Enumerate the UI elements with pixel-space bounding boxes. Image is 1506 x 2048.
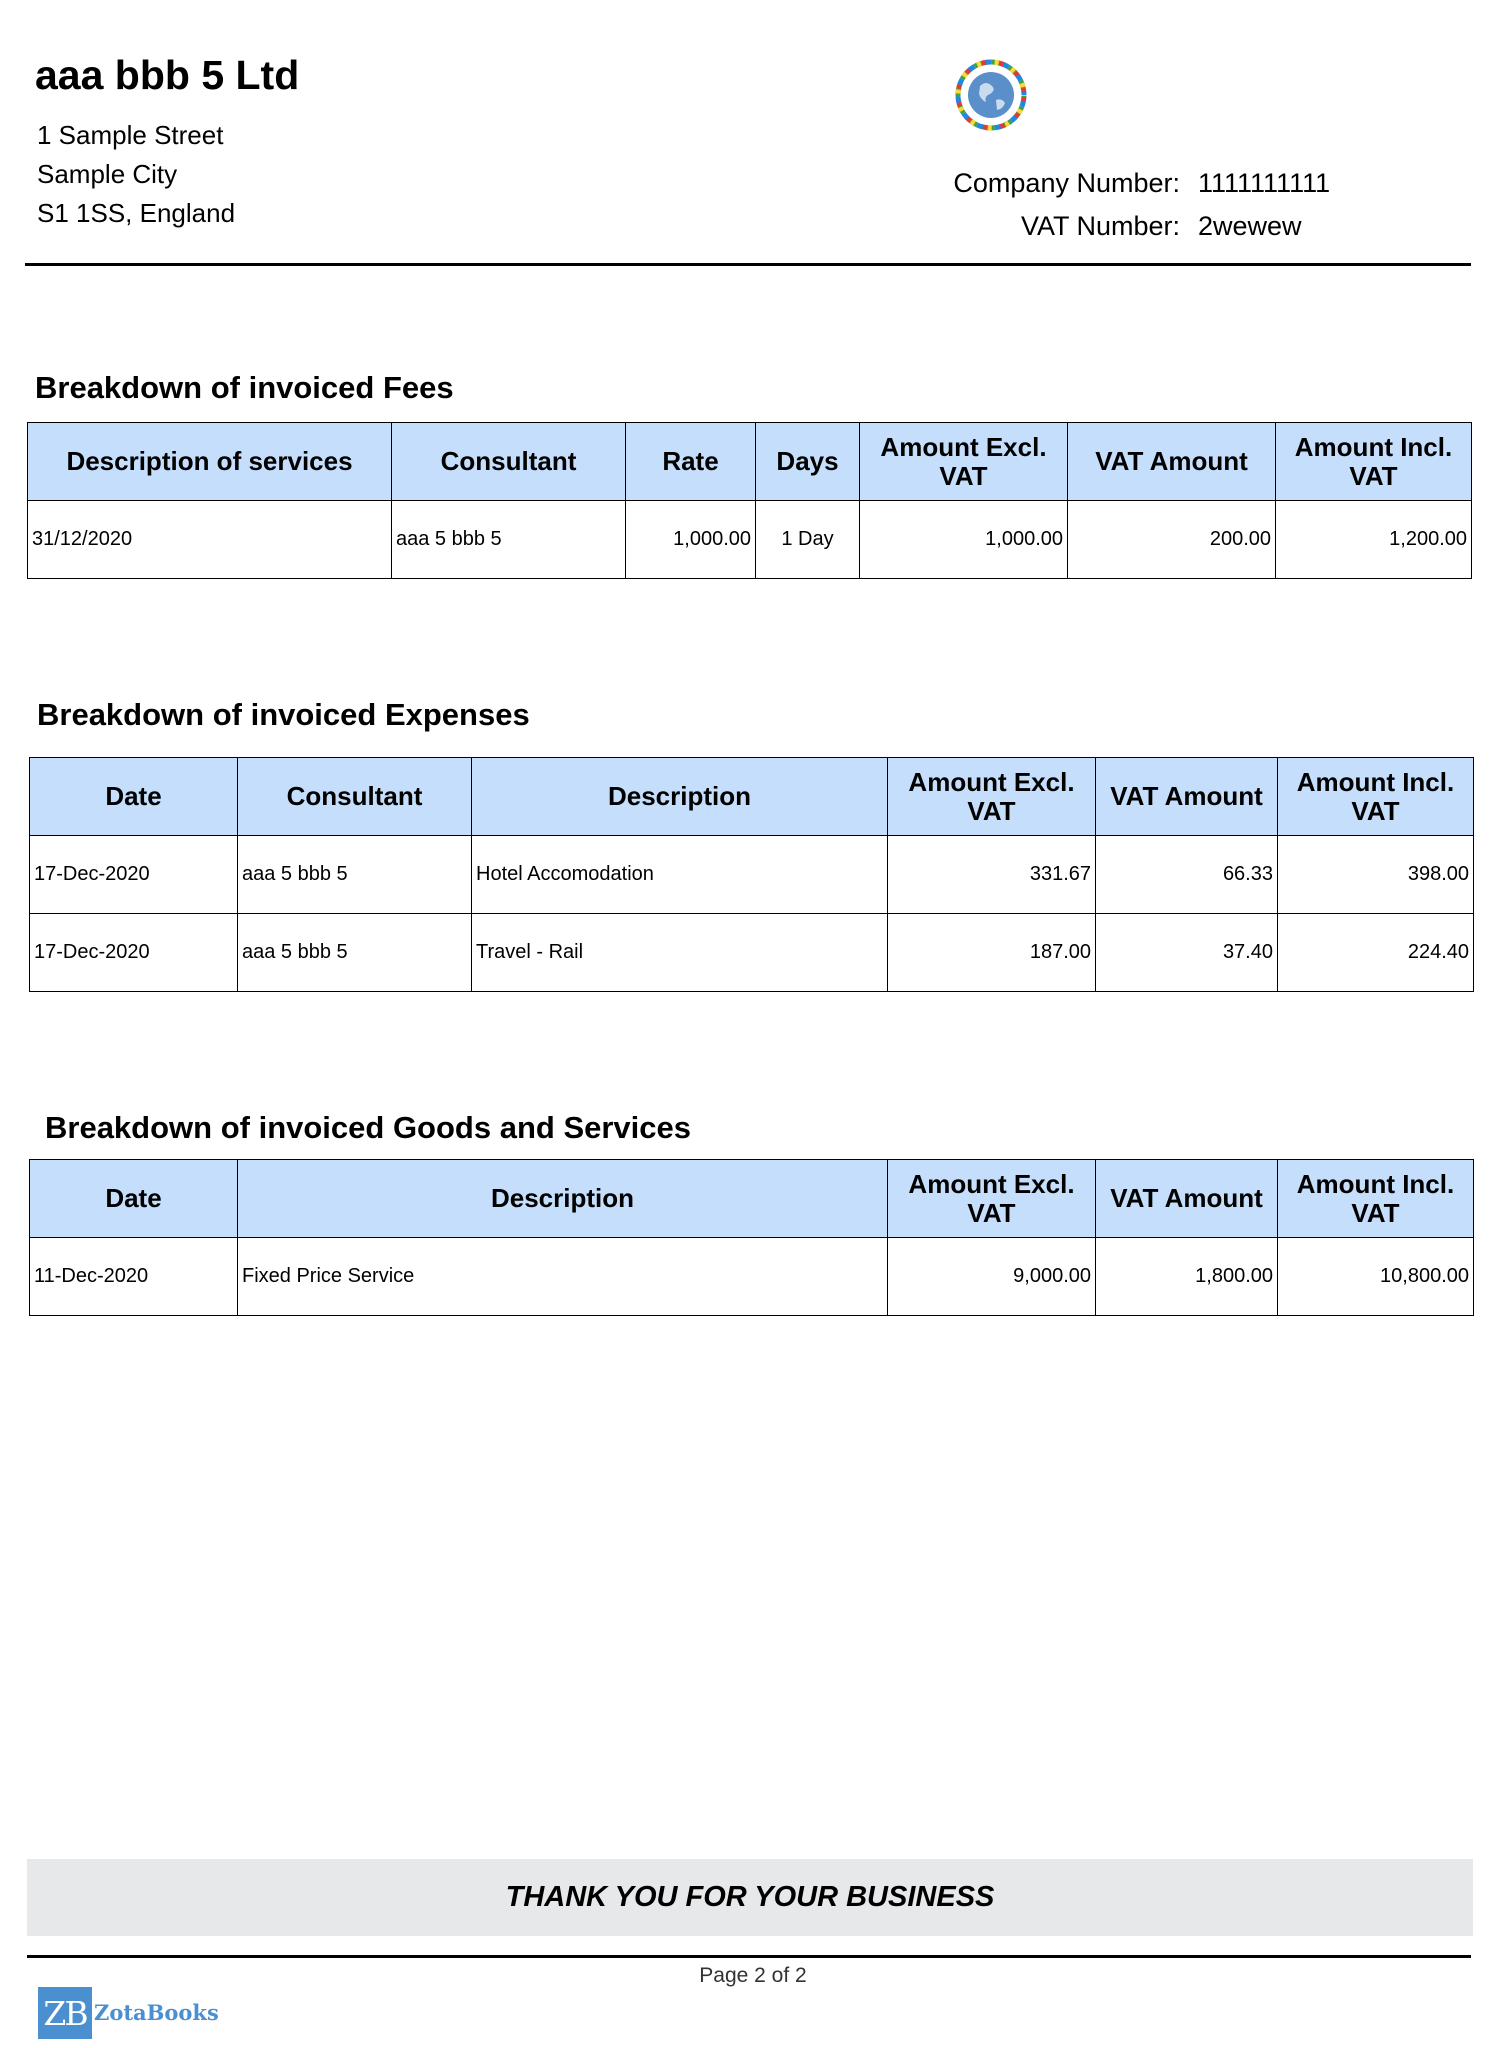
expenses-title: Breakdown of invoiced Expenses	[37, 697, 530, 732]
goods-title: Breakdown of invoiced Goods and Services	[45, 1110, 692, 1145]
expenses-cell-description: Hotel Accomodation	[472, 836, 888, 914]
fees-cell-amount-excl: 1,000.00	[860, 501, 1068, 579]
fees-col-consultant: Consultant	[392, 423, 626, 501]
header-divider	[25, 263, 1471, 266]
thank-you-text: THANK YOU FOR YOUR BUSINESS	[505, 1881, 995, 1913]
address-line-2: Sample City	[37, 159, 178, 189]
expenses-cell-date: 17-Dec-2020	[30, 914, 238, 992]
fees-col-vat: VAT Amount	[1068, 423, 1276, 501]
fees-cell-rate: 1,000.00	[626, 501, 756, 579]
table-row	[30, 836, 1474, 914]
globe-logo-icon	[952, 56, 1030, 134]
thank-you-banner	[27, 1859, 1473, 1936]
goods-col-amount-excl: Amount Excl. VAT	[888, 1160, 1096, 1238]
table-row	[30, 914, 1474, 992]
goods-cell-amount-excl: 9,000.00	[888, 1238, 1096, 1316]
expenses-cell-vat: 37.40	[1096, 914, 1278, 992]
expenses-cell-vat: 66.33	[1096, 836, 1278, 914]
expenses-cell-description: Travel - Rail	[472, 914, 888, 992]
goods-col-description: Description	[238, 1160, 888, 1238]
expenses-header-row	[30, 758, 1474, 836]
expenses-col-vat: VAT Amount	[1096, 758, 1278, 836]
goods-table	[29, 1159, 1474, 1316]
fees-col-rate: Rate	[626, 423, 756, 501]
expenses-cell-consultant: aaa 5 bbb 5	[238, 836, 472, 914]
goods-cell-amount-incl: 10,800.00	[1278, 1238, 1474, 1316]
fees-cell-description: 31/12/2020	[28, 501, 392, 579]
zotabooks-logo-icon: ZB	[38, 1987, 92, 2039]
fees-cell-consultant: aaa 5 bbb 5	[392, 501, 626, 579]
expenses-cell-amount-incl: 398.00	[1278, 836, 1474, 914]
fees-col-days: Days	[756, 423, 860, 501]
goods-cell-date: 11-Dec-2020	[30, 1238, 238, 1316]
fees-title: Breakdown of invoiced Fees	[35, 370, 454, 405]
table-row	[30, 1238, 1474, 1316]
address-line-1: 1 Sample Street	[37, 120, 224, 150]
goods-cell-vat: 1,800.00	[1096, 1238, 1278, 1316]
company-name: aaa bbb 5 Ltd	[35, 52, 300, 98]
zotabooks-brand-name: ZotaBooks	[94, 2000, 219, 2025]
expenses-cell-date: 17-Dec-2020	[30, 836, 238, 914]
fees-header-row	[28, 423, 1472, 501]
fees-col-amount-excl: Amount Excl. VAT	[860, 423, 1068, 501]
goods-col-vat: VAT Amount	[1096, 1160, 1278, 1238]
expenses-col-amount-excl: Amount Excl. VAT	[888, 758, 1096, 836]
table-row	[28, 501, 1472, 579]
expenses-table	[29, 757, 1474, 992]
expenses-cell-amount-incl: 224.40	[1278, 914, 1474, 992]
fees-table	[27, 422, 1472, 579]
fees-cell-days: 1 Day	[756, 501, 860, 579]
fees-col-description: Description of services	[28, 423, 392, 501]
expenses-cell-amount-excl: 331.67	[888, 836, 1096, 914]
goods-col-date: Date	[30, 1160, 238, 1238]
expenses-col-consultant: Consultant	[238, 758, 472, 836]
company-number-value: 1111111111	[1198, 168, 1331, 198]
vat-number-label: VAT Number:	[1020, 211, 1180, 241]
company-number-label: Company Number:	[953, 168, 1180, 198]
goods-header-row	[30, 1160, 1474, 1238]
expenses-col-amount-incl: Amount Incl. VAT	[1278, 758, 1474, 836]
footer-divider	[27, 1955, 1471, 1958]
expenses-cell-amount-excl: 187.00	[888, 914, 1096, 992]
expenses-cell-consultant: aaa 5 bbb 5	[238, 914, 472, 992]
goods-col-amount-incl: Amount Incl. VAT	[1278, 1160, 1474, 1238]
fees-cell-vat: 200.00	[1068, 501, 1276, 579]
fees-cell-amount-incl: 1,200.00	[1276, 501, 1472, 579]
expenses-col-date: Date	[30, 758, 238, 836]
vat-number-value: 2wewew	[1198, 211, 1302, 241]
page-number: Page 2 of 2	[699, 1964, 807, 1987]
goods-cell-description: Fixed Price Service	[238, 1238, 888, 1316]
address-line-3: S1 1SS, England	[37, 198, 236, 228]
expenses-col-description: Description	[472, 758, 888, 836]
fees-col-amount-incl: Amount Incl. VAT	[1276, 423, 1472, 501]
